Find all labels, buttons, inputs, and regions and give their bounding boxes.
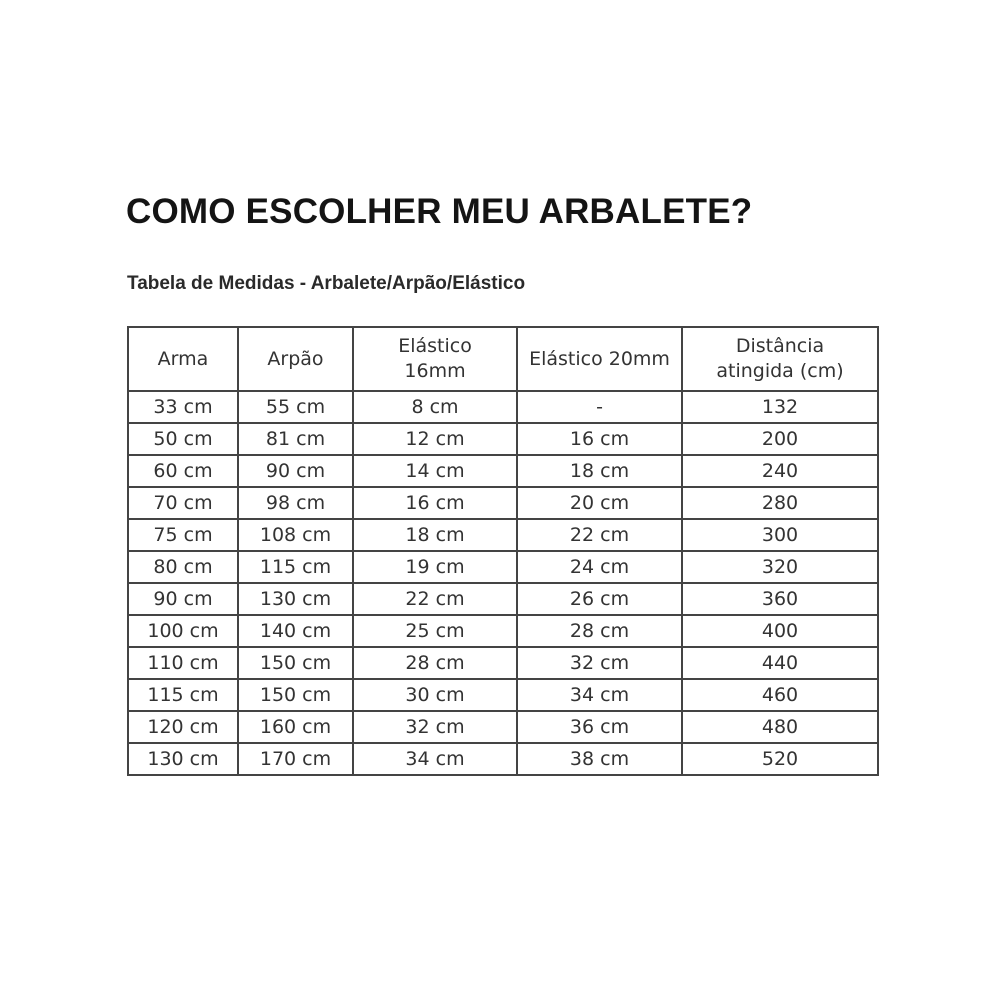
- header-line: 16mm: [404, 360, 466, 382]
- cell-arpao: 170 cm: [238, 743, 353, 775]
- page-title: COMO ESCOLHER MEU ARBALETE?: [126, 192, 753, 231]
- cell-arpao: 150 cm: [238, 679, 353, 711]
- cell-elastico-20mm: 34 cm: [517, 679, 682, 711]
- table-row: [128, 551, 878, 583]
- cell-distancia: 520: [682, 743, 878, 775]
- table-row: [128, 583, 878, 615]
- cell-arpao: 108 cm: [238, 519, 353, 551]
- cell-distancia: 280: [682, 487, 878, 519]
- table-row: [128, 391, 878, 423]
- cell-elastico-20mm: 36 cm: [517, 711, 682, 743]
- header-arma: [128, 327, 238, 391]
- cell-elastico-20mm: 20 cm: [517, 487, 682, 519]
- cell-arpao: 98 cm: [238, 487, 353, 519]
- cell-elastico-20mm: 28 cm: [517, 615, 682, 647]
- cell-elastico-16mm: 30 cm: [353, 679, 517, 711]
- cell-elastico-20mm: 32 cm: [517, 647, 682, 679]
- cell-distancia: 480: [682, 711, 878, 743]
- cell-elastico-16mm: 14 cm: [353, 455, 517, 487]
- cell-arma: 70 cm: [128, 487, 238, 519]
- cell-distancia: 440: [682, 647, 878, 679]
- table-header: [128, 327, 878, 391]
- cell-arma: 50 cm: [128, 423, 238, 455]
- table-row: [128, 679, 878, 711]
- cell-elastico-20mm: -: [517, 391, 682, 423]
- cell-distancia: 300: [682, 519, 878, 551]
- cell-elastico-16mm: 22 cm: [353, 583, 517, 615]
- header-line: Elástico 20mm: [529, 347, 670, 370]
- table-row: [128, 423, 878, 455]
- header-distancia: [682, 327, 878, 391]
- header-row: [128, 327, 878, 391]
- cell-arma: 33 cm: [128, 391, 238, 423]
- measurements-table: [127, 326, 879, 776]
- table-row: [128, 711, 878, 743]
- cell-elastico-20mm: 26 cm: [517, 583, 682, 615]
- header-line: Arma: [157, 347, 209, 370]
- cell-elastico-20mm: 16 cm: [517, 423, 682, 455]
- cell-arpao: 55 cm: [238, 391, 353, 423]
- cell-arma: 60 cm: [128, 455, 238, 487]
- cell-arpao: 140 cm: [238, 615, 353, 647]
- cell-distancia: 360: [682, 583, 878, 615]
- cell-elastico-16mm: 32 cm: [353, 711, 517, 743]
- header-line: Arpão: [267, 347, 324, 370]
- cell-elastico-20mm: 22 cm: [517, 519, 682, 551]
- header-line: Elástico: [398, 335, 472, 358]
- header-line: Distância: [735, 335, 825, 358]
- cell-elastico-16mm: 28 cm: [353, 647, 517, 679]
- cell-elastico-16mm: 16 cm: [353, 487, 517, 519]
- cell-elastico-16mm: 19 cm: [353, 551, 517, 583]
- table-body: [128, 391, 878, 775]
- cell-arpao: 130 cm: [238, 583, 353, 615]
- header-elastico-20mm: [517, 327, 682, 391]
- cell-arma: 115 cm: [128, 679, 238, 711]
- table-row: [128, 647, 878, 679]
- cell-arma: 100 cm: [128, 615, 238, 647]
- cell-elastico-16mm: 34 cm: [353, 743, 517, 775]
- cell-distancia: 240: [682, 455, 878, 487]
- header-elastico-16mm: [353, 327, 517, 391]
- cell-arma: 110 cm: [128, 647, 238, 679]
- cell-distancia: 320: [682, 551, 878, 583]
- cell-elastico-16mm: 25 cm: [353, 615, 517, 647]
- cell-elastico-20mm: 38 cm: [517, 743, 682, 775]
- cell-elastico-16mm: 8 cm: [353, 391, 517, 423]
- cell-distancia: 400: [682, 615, 878, 647]
- cell-distancia: 460: [682, 679, 878, 711]
- table-row: [128, 743, 878, 775]
- cell-arma: 130 cm: [128, 743, 238, 775]
- cell-elastico-20mm: 24 cm: [517, 551, 682, 583]
- cell-distancia: 200: [682, 423, 878, 455]
- cell-arpao: 81 cm: [238, 423, 353, 455]
- cell-elastico-20mm: 18 cm: [517, 455, 682, 487]
- table-row: [128, 455, 878, 487]
- table-subtitle: Tabela de Medidas - Arbalete/Arpão/Elástico: [127, 273, 526, 294]
- cell-elastico-16mm: 18 cm: [353, 519, 517, 551]
- cell-arma: 90 cm: [128, 583, 238, 615]
- cell-arma: 120 cm: [128, 711, 238, 743]
- cell-arpao: 90 cm: [238, 455, 353, 487]
- cell-distancia: 132: [682, 391, 878, 423]
- cell-arma: 75 cm: [128, 519, 238, 551]
- header-line: atingida (cm): [716, 360, 844, 382]
- cell-elastico-16mm: 12 cm: [353, 423, 517, 455]
- header-arpao: [238, 327, 353, 391]
- cell-arpao: 160 cm: [238, 711, 353, 743]
- cell-arma: 80 cm: [128, 551, 238, 583]
- cell-arpao: 150 cm: [238, 647, 353, 679]
- table-row: [128, 615, 878, 647]
- cell-arpao: 115 cm: [238, 551, 353, 583]
- table-row: [128, 487, 878, 519]
- table-row: [128, 519, 878, 551]
